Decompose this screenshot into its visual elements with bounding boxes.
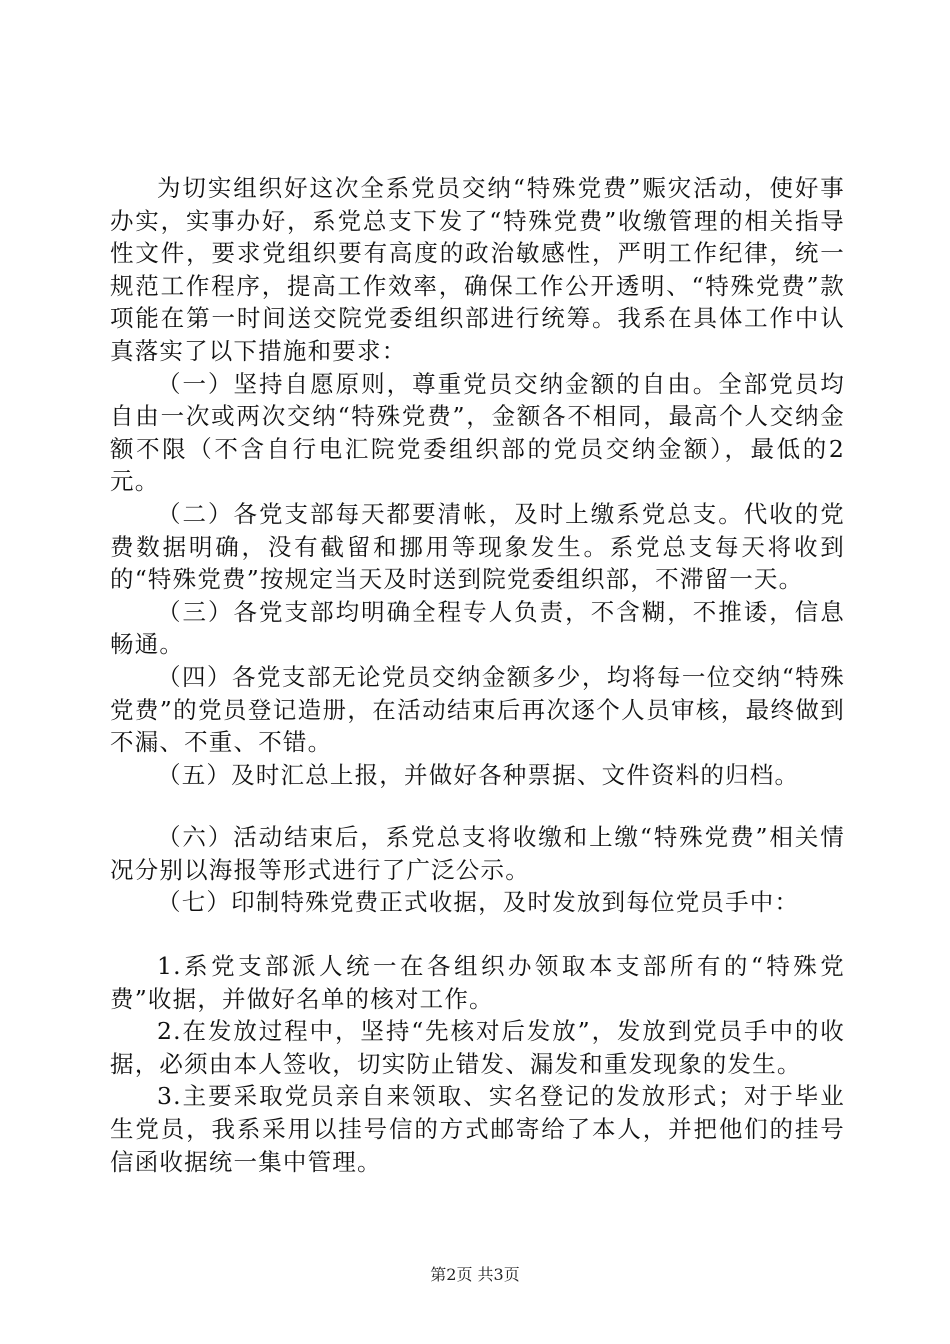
measure-2-paragraph: （二）各党支部每天都要清帐，及时上缴系党总支。代收的党费数据明确，没有截留和挪用等现象发生。系党总支每天将收到的“特殊党费”按规定当天及时送到院党委组织部，不滞留一天。 <box>110 499 845 594</box>
sub-item-2-paragraph: 2.在发放过程中，坚持“先核对后发放”，发放到党员手中的收据，必须由本人签收，切实防止错发、漏发和重发现象的发生。 <box>110 1017 845 1078</box>
measure-1-paragraph: （一）坚持自愿原则，尊重党员交纳金额的自由。全部党员均自由一次或两次交纳“特殊党费”，金额各不相同，最高个人交纳金额不限（不含自行电汇院党委组织部的党员交纳金额），最低的2元。 <box>110 369 845 496</box>
measure-3-paragraph: （三）各党支部均明确全程专人负责，不含糊，不推诿，信息畅通。 <box>110 597 845 659</box>
measure-5-paragraph: （五）及时汇总上报，并做好各种票据、文件资料的归档。 <box>157 760 800 789</box>
page-footer: 第2页 共3页 <box>430 1265 520 1284</box>
intro-paragraph: 为切实组织好这次全系党员交纳“特殊党费”赈灾活动，使好事办实，实事办好，系党总支下发了“特殊党费”收缴管理的相关指导性文件，要求党组织要有高度的政治敏感性，严明工作纪律，统一规范工作程序，提高工作效率，确保工作公开透明、“特殊党费”款项能在第一时间送交院党委组织部进行统筹。我系在具体工作中认真落实了以下措施和要求： <box>110 174 845 365</box>
measure-7-paragraph: （七）印制特殊党费正式收据，及时发放到每位党员手中： <box>157 888 800 917</box>
measure-4-paragraph: （四）各党支部无论党员交纳金额多少，均将每一位交纳“特殊党费”的党员登记造册，在活动结束后再次逐个人员审核，最终做到不漏、不重、不错。 <box>110 662 845 757</box>
sub-item-3-paragraph: 3.主要采取党员亲自来领取、实名登记的发放形式；对于毕业生党员，我系采用以挂号信的方式邮寄给了本人，并把他们的挂号信函收据统一集中管理。 <box>110 1082 845 1176</box>
document-body <box>110 172 845 1178</box>
measure-6-paragraph: （六）活动结束后，系党总支将收缴和上缴“特殊党费”相关情况分别以海报等形式进行了广泛公示。 <box>110 823 845 884</box>
sub-item-1-paragraph: 1.系党支部派人统一在各组织办领取本支部所有的“特殊党费”收据，并做好名单的核对工作。 <box>110 952 845 1013</box>
